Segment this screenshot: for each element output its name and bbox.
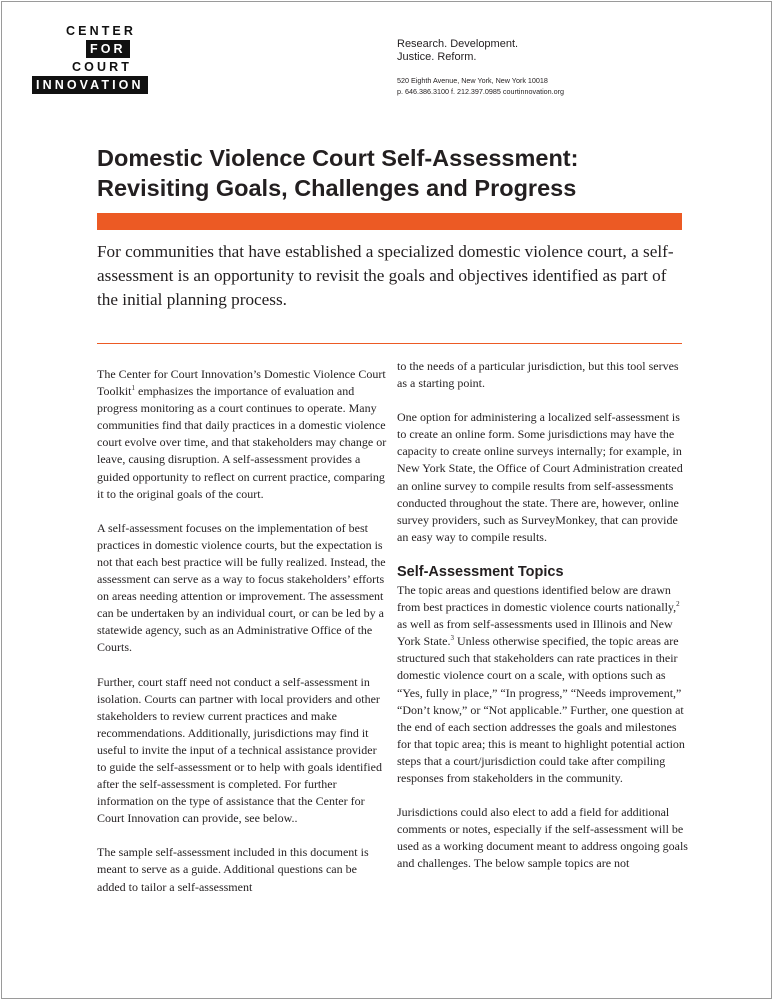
left-paragraph-1: The Center for Court Innovation’s Domestic Violence Court Toolkit$^1$ emphasizes the importance of evaluation and progress monitoring as a court continues to operate. Many communities find that daily practices in a domestic violence court evolve over time, and that stakeholders may change or leave, causing disruption. A self-assessment provides a guided opportunity to reflect on current practice, comparing it to the original goals of the court.: [97, 367, 387, 501]
right-paragraph-2: One option for administering a localized self-assessment is to create an online form. Some jurisdictions may have the capacity to create online surveys internally; for example, in New York State, the Office of Court Administration created an online survey to compile results from self-assessments conducted throughout the state. There are, however, online survey providers, such as SurveyMonkey, that can provide an easy way to compile results.: [397, 410, 683, 544]
left-paragraph-2: A self-assessment focuses on the implementation of best practices in domestic violence courts, but the expectation is not that each best practice will be fully realized. Instead, the assessment can serve as a way to focus stakeholders’ efforts on areas needing attention or improvement. The assessment can be undertaken by an individual court, or can be led by a statewide agency, such as an Administrative Office of the Courts.: [97, 520, 386, 655]
document-title: [97, 143, 717, 203]
footnote-ref-2: 2: [676, 600, 680, 609]
logo-line-court: COURT: [72, 60, 132, 74]
tagline-line-2: Justice. Reform.: [397, 51, 477, 63]
intro-paragraph: For communities that have established a specialized domestic violence court, a self-assessment is an opportunity to revisit the goals and objectives identified as part of the initial planning process.: [97, 242, 674, 309]
address: 520 Eighth Avenue, New York, New York 10018: [397, 76, 548, 85]
title-accent-bar: [97, 213, 682, 230]
title-line-2: Revisiting Goals, Challenges and Progress: [97, 175, 577, 201]
logo-line-innovation: INNOVATION: [32, 76, 148, 94]
left-column: [97, 366, 387, 913]
title-line-1: Domestic Violence Court Self-Assessment:: [97, 145, 579, 171]
contact-info: p. 646.386.3100 f. 212.397.0985 courtinnovation.org: [397, 87, 565, 96]
tagline-line-1: Research. Development.: [397, 38, 519, 50]
left-paragraph-3: Further, court staff need not conduct a self-assessment in isolation. Courts can partner with local providers and other stakeholders to review current practices and make recommendations. Additionally, jurisdictions may find it useful to invite the input of a technical assistance provider to guide the self-assessment or to help with goals identified after the self-assessment is completed. For further information on the type of assistance that the Center for Court Innovation can provide, see below..: [97, 674, 382, 826]
footnote-ref-1: 1: [131, 384, 135, 393]
footnote-ref-3: 3: [450, 634, 454, 643]
section-heading-self-assessment-topics: Self-Assessment Topics: [397, 563, 564, 580]
right-column: [397, 358, 689, 889]
header-info: [397, 38, 564, 97]
logo-line-center: CENTER: [66, 24, 136, 38]
logo-line-for: FOR: [86, 40, 130, 58]
right-paragraph-3: The topic areas and questions identified below are drawn from best practices in domestic violence courts nationally,$^2$ as well as from self-assessments used in Illinois and New York State.$^3$ Unless otherwise specified, the topic areas are structured such that stakeholders can rate practices in their domestic violence court on a scale, with options such as “Yes, fully in place,” “In progress,” “Needs improvement,” “Don’t know,” or “Not applicable.” Further, one question at the end of each section addresses the goals and milestones for that topic area; this is meant to highlight potential action steps that a court/jurisdiction could take after compiling responses from stakeholders in the community.: [397, 582, 685, 785]
section-divider: [97, 343, 682, 344]
right-paragraph-4: Jurisdictions could also elect to add a field for additional comments or notes, especially if the self-assessment will be used as a working document meant to address ongoing goals and challenges. The below sample topics are not: [397, 805, 688, 871]
left-paragraph-4: The sample self-assessment included in this document is meant to serve as a guide. Additional questions can be added to tailor a self-assessment: [97, 845, 369, 894]
right-paragraph-1: to the needs of a particular jurisdiction, but this tool serves as a starting point.: [397, 359, 679, 391]
center-for-court-innovation-logo: [32, 22, 172, 94]
